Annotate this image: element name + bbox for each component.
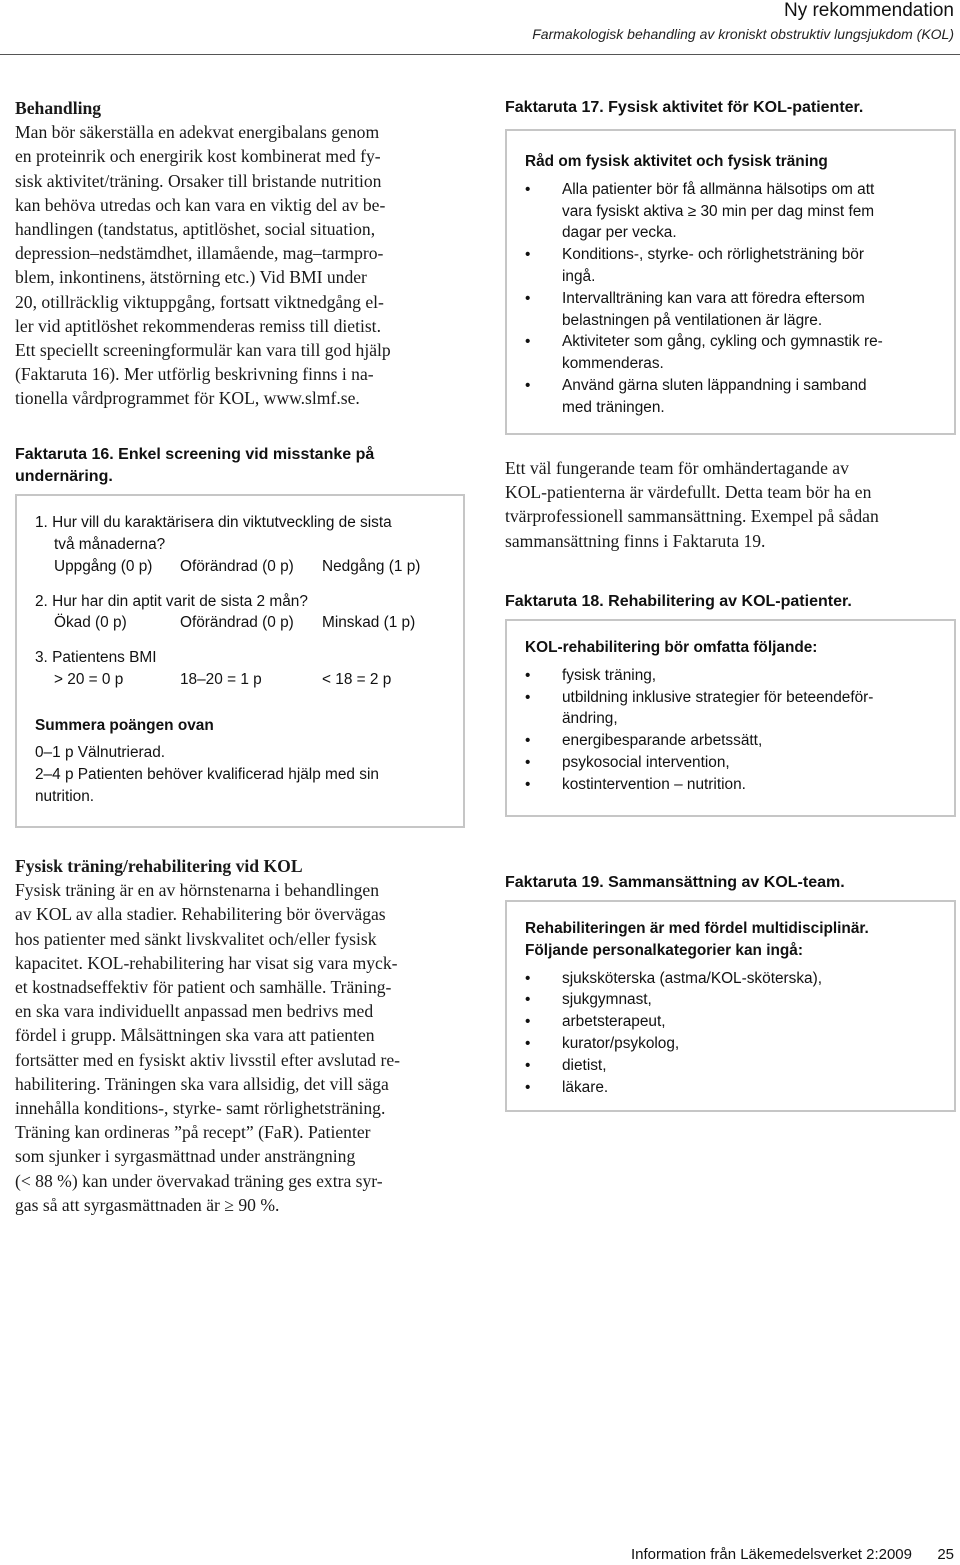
list-item: • sjukgymnast,	[525, 989, 940, 1011]
text-line: fortsätter med en fysiskt aktiv livsstil efter avslutad re-	[15, 1049, 401, 1070]
list-item: • sjuksköterska (astma/KOL-sköterska),	[525, 968, 940, 990]
list-item: • utbildning inklusive strategier för beteendeför- ändring,	[525, 687, 940, 731]
faktaruta19-box	[505, 900, 956, 1112]
text-line: Ett speciellt screeningformulär kan vara till god hjälp	[15, 340, 391, 361]
box-heading: Rehabiliteringen är med fördel multidisciplinär.	[525, 920, 869, 937]
question-1-cont: två månaderna?	[54, 535, 166, 553]
option: Nedgång (1 p)	[322, 557, 421, 575]
text-line: (Faktaruta 16). Mer utförlig beskrivning finns i na-	[15, 364, 374, 385]
faktaruta17-title: Faktaruta 17. Fysisk aktivitet för KOL-patienter.	[505, 99, 864, 116]
faktaruta18-title: Faktaruta 18. Rehabilitering av KOL-patienter.	[505, 593, 852, 610]
list-item: • arbetsterapeut,	[525, 1011, 940, 1033]
section-heading: Behandling	[15, 98, 102, 118]
text-line: handlingen (tandstatus, aptitlöshet, social situation,	[15, 219, 376, 240]
text-line: en proteinrik och energirik kost kombinerat med fy-	[15, 146, 381, 167]
text-line: som sjunker i syrgasmättnad under ansträngning	[15, 1146, 356, 1167]
list-item: • energibesparande arbetssätt,	[525, 730, 940, 752]
section-heading: Fysisk träning/rehabilitering vid KOL	[15, 856, 303, 876]
running-header-title: Ny rekommendation	[783, 0, 954, 21]
text-line: gas så att syrgasmättnaden är ≥ 90 %.	[15, 1194, 280, 1215]
option: > 20 = 0 p	[54, 671, 124, 689]
box-heading-cont: Följande personalkategorier kan ingå:	[525, 941, 803, 959]
question-1: 1. Hur vill du karaktärisera din viktutveckling de sista	[35, 514, 392, 531]
text-line: depression–nedstämdhet, illamående, mag–tarmpro-	[15, 243, 384, 264]
option: Uppgång (0 p)	[54, 557, 153, 575]
faktaruta18-box	[505, 619, 956, 817]
list-item: • dietist,	[525, 1055, 940, 1077]
text-line: Träning kan ordineras ”på recept” (FaR). Patienter	[15, 1122, 371, 1143]
rehab-list	[525, 665, 940, 796]
faktaruta16-box	[15, 494, 465, 828]
faktaruta16-title: Faktaruta 16. Enkel screening vid misstanke på undernäring.	[15, 446, 375, 485]
text-line: en ska vara individuellt anpassad men bedrivs med	[15, 1001, 374, 1022]
text-line: 20, otillräcklig viktuppgång, fortsatt viktnedgång el-	[15, 291, 384, 312]
text-line: habilitering. Träningen ska vara allsidig, det vill säga	[15, 1073, 389, 1094]
text-line: fördel i grupp. Målsättningen ska vara att patienten	[15, 1025, 375, 1046]
text-line: blem, inkontinens, ätstörning etc.) Vid BMI under	[15, 267, 367, 288]
list-item: • fysisk träning,	[525, 665, 940, 687]
list-item: • läkare.	[525, 1077, 940, 1099]
list-item: • kostintervention – nutrition.	[525, 774, 940, 796]
faktaruta17-box	[505, 129, 956, 435]
sum-heading: Summera poängen ovan	[35, 717, 214, 735]
footer-source: Information från Läkemedelsverket 2:2009	[631, 1546, 912, 1563]
result-2: 2–4 p Patienten behöver kvalificerad hjälp med sin	[35, 765, 379, 783]
option: Minskad (1 p)	[322, 614, 416, 632]
section-team	[505, 456, 960, 553]
section-fysisk	[15, 854, 475, 1217]
text-line: Man bör säkerställa en adekvat energibalans genom	[15, 122, 380, 143]
option: Ökad (0 p)	[54, 614, 127, 632]
advice-list	[525, 179, 940, 419]
list-item: • kurator/psykolog,	[525, 1033, 940, 1055]
list-item: • Alla patienter bör få allmänna hälsotips om att vara fysiskt aktiva ≥ 30 min per dag minst fem dagar per vecka.	[525, 179, 940, 244]
list-item: • Konditions-, styrke- och rörlighetsträning bör ingå.	[525, 244, 940, 288]
text-line: ler vid aptitlöshet rekommenderas remiss till dietist.	[15, 315, 381, 336]
team-list	[525, 968, 940, 1099]
text-line: Fysisk träning är en av hörnstenarna i behandlingen	[15, 880, 379, 901]
option: 18–20 = 1 p	[180, 671, 262, 689]
text-line: av KOL av alla stadier. Rehabilitering bör övervägas	[15, 904, 386, 925]
section-behandling	[15, 96, 475, 411]
list-item: • Använd gärna sluten läppandning i samband med träningen.	[525, 375, 940, 419]
text-line: innehålla konditions-, styrke- samt rörlighetsträning.	[15, 1098, 386, 1119]
text-line: sammansättning finns i Faktaruta 19.	[505, 530, 766, 551]
text-line: sisk aktivitet/träning. Orsaker till bristande nutrition	[15, 170, 382, 191]
text-line: kapacitet. KOL-rehabilitering har visat sig vara myck-	[15, 952, 398, 973]
option: Oförändrad (0 p)	[180, 614, 294, 632]
text-line: hos patienter med sänkt livskvalitet och/eller fysisk	[15, 928, 377, 949]
option: Oförändrad (0 p)	[180, 557, 294, 575]
box-heading: Råd om fysisk aktivitet och fysisk träning	[525, 153, 828, 170]
page-number: 25	[937, 1546, 954, 1563]
text-line: KOL-patienterna är värdefullt. Detta team bör ha en	[505, 482, 872, 503]
header-rule	[0, 54, 960, 55]
text-line: (< 88 %) kan under övervakad träning ges extra syr-	[15, 1170, 383, 1191]
text-line: Ett väl fungerande team för omhändertagande av	[505, 458, 849, 478]
question-2: 2. Hur har din aptit varit de sista 2 mån?	[35, 592, 308, 610]
list-item: • psykosocial intervention,	[525, 752, 940, 774]
result-1: 0–1 p Välnutrierad.	[35, 743, 166, 761]
question-2-options	[35, 612, 455, 634]
question-1-options	[35, 556, 455, 578]
text-line: tvärprofessionell sammansättning. Exempel på sådan	[505, 506, 879, 527]
faktaruta19-title: Faktaruta 19. Sammansättning av KOL-team.	[505, 874, 845, 891]
option: < 18 = 2 p	[322, 671, 392, 689]
text-line: kan behöva utredas och kan vara en viktig del av be-	[15, 194, 386, 215]
result-2-cont: nutrition.	[35, 787, 95, 805]
text-line: et kostnadseffektiv för patient och samhälle. Träning-	[15, 977, 392, 998]
box-heading: KOL-rehabilitering bör omfatta följande:	[525, 639, 818, 656]
list-item: • Intervallträning kan vara att föredra eftersom belastningen på ventilationen är lägre.	[525, 288, 940, 332]
list-item: • Aktiviteter som gång, cykling och gymnastik re- kommenderas.	[525, 331, 940, 375]
question-3: 3. Patientens BMI	[35, 649, 157, 667]
text-line: tionella vårdprogrammet för KOL, www.slmf.se.	[15, 388, 360, 409]
running-header-subtitle: Farmakologisk behandling av kroniskt obstruktiv lungsjukdom (KOL)	[532, 26, 954, 42]
question-3-options	[35, 669, 455, 691]
